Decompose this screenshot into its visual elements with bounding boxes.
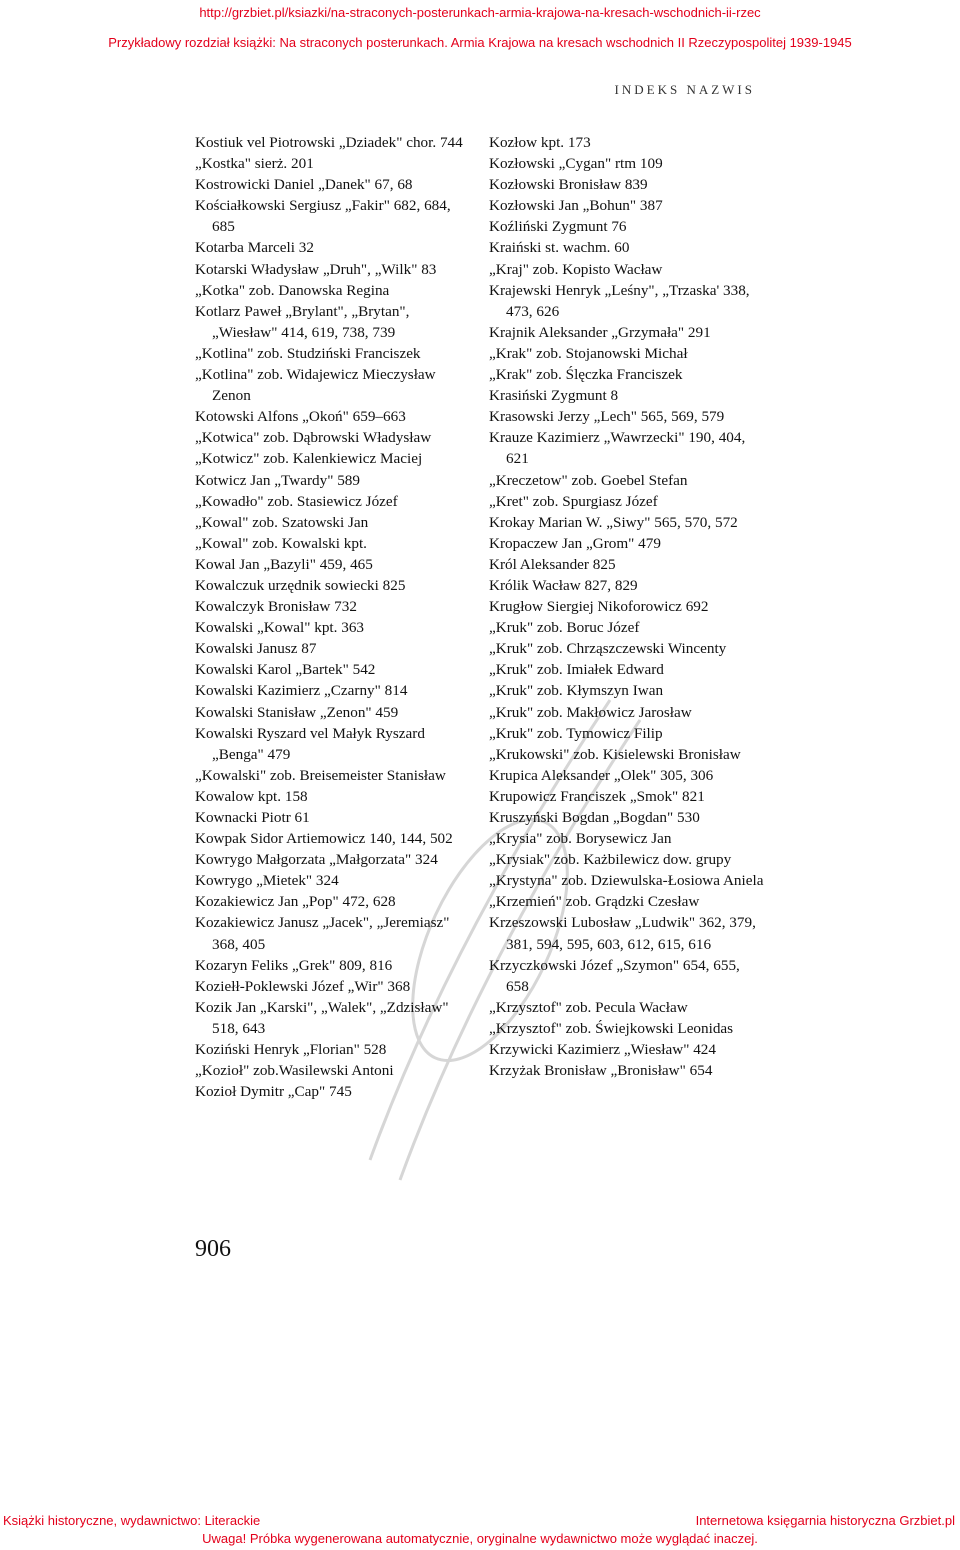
index-entry: Krugłow Siergiej Nikoforowicz 692 [489, 598, 709, 616]
index-entry: Kowalski Janusz 87 [195, 640, 317, 658]
index-entry: Koźliński Zygmunt 76 [489, 218, 627, 236]
footer-shop[interactable]: Internetowa księgarnia historyczna Grzbiet.pl [695, 1513, 955, 1528]
index-entry: „Krysiak" zob. Każbilewicz dow. grupy [489, 851, 732, 869]
index-entry: „Kowal" zob. Kowalski kpt. [195, 534, 367, 552]
index-entry: Kozłowski Bronisław 839 [489, 176, 648, 194]
footer-publisher[interactable]: Książki historyczne, wydawnictwo: Literackie [3, 1513, 261, 1528]
index-entry: Kowalski Ryszard vel Małyk Ryszard „Benga" 479 [195, 724, 425, 763]
index-entry: Kraiński st. wachm. 60 [489, 239, 630, 257]
index-entry: „Kruk" zob. Makłowicz Jarosław [489, 703, 692, 721]
index-entry: „Kowadło" zob. Stasiewicz Józef [195, 492, 398, 510]
index-entry: Krzyżak Bronisław „Bronisław" 654 [489, 1062, 713, 1080]
index-entry: Kowalczuk urzędnik sowiecki 825 [195, 576, 406, 594]
index-entry: Kowpak Sidor Artiemowicz 140, 144, 502 [195, 830, 453, 848]
footer-notice: Uwaga! Próbka wygenerowana automatycznie, oryginalne wydawnictwo może wyglądać inaczej. [202, 1531, 758, 1546]
index-entry: Krauze Kazimierz „Wawrzecki" 190, 404, 621 [489, 429, 746, 468]
index-entry: Kotarski Władysław „Druh", „Wilk" 83 [195, 260, 437, 278]
index-entry: Kowalow kpt. 158 [195, 787, 308, 805]
index-entry: „Kruk" zob. Chrząszczewski Wincenty [489, 640, 727, 658]
index-entry: Kostrowicki Daniel „Danek" 67, 68 [195, 176, 413, 194]
index-entry: „Kowal" zob. Szatowski Jan [195, 513, 369, 531]
index-entry: „Kowalski" zob. Breisemeister Stanisław [195, 766, 446, 784]
index-entry: „Krzysztof" zob. Świejkowski Leonidas [489, 1019, 734, 1037]
index-entry: „Krak" zob. Ślęczka Franciszek [489, 366, 683, 384]
index-entry: Kownacki Piotr 61 [195, 809, 310, 826]
index-entry: Kowal Jan „Bazyli" 459, 465 [195, 555, 373, 573]
index-entry: Koziełł-Poklewski Józef „Wir" 368 [195, 977, 411, 995]
index-entry: Kozakiewicz Jan „Pop" 472, 628 [195, 893, 396, 911]
index-entry: Kozakiewicz Janusz „Jacek", „Jeremiasz" 368, 405 [195, 914, 450, 953]
index-entry: Krasiński Zygmunt 8 [489, 387, 619, 405]
index-entry: „Kotwica" zob. Dąbrowski Władysław [195, 429, 432, 447]
index-entry: Krupica Aleksander „Olek" 305, 306 [489, 766, 714, 784]
index-entry: Kowalski Stanisław „Zenon" 459 [195, 703, 399, 721]
index-entry: Krasowski Jerzy „Lech" 565, 569, 579 [489, 408, 725, 426]
index-entry: Kowalski Kazimierz „Czarny" 814 [195, 682, 408, 700]
index-entry: Kozaryn Feliks „Grek" 809, 816 [195, 956, 393, 974]
index-entry: „Krystyna" zob. Dziewulska-Łosiowa Aniela [489, 872, 764, 890]
index-entry: Kozłowski „Cygan" rtm 109 [489, 155, 663, 173]
index-entry: Kropaczew Jan „Grom" 479 [489, 534, 661, 552]
index-entry: „Kraj" zob. Kopisto Wacław [489, 260, 663, 278]
index-entry: Kotarba Marceli 32 [195, 239, 314, 257]
index-entry: Krajnik Aleksander „Grzymała" 291 [489, 323, 711, 341]
index-entry: Krupowicz Franciszek „Smok" 821 [489, 787, 705, 805]
index-entry: „Kret" zob. Spurgiasz Józef [489, 492, 658, 510]
index-entry: „Kotlina" zob. Studziński Franciszek [195, 344, 421, 362]
index-entry: Kostiuk vel Piotrowski „Dziadek" chor. 744 [195, 134, 463, 151]
index-entry: „Krysia" zob. Borysewicz Jan [489, 830, 672, 848]
index-entry: Kowrygo Małgorzata „Małgorzata" 324 [195, 851, 438, 869]
index-entry: Krokay Marian W. „Siwy" 565, 570, 572 [489, 513, 738, 531]
index-entry: „Kruk" zob. Boruc Józef [489, 619, 640, 637]
index-entry: Kozłow kpt. 173 [489, 134, 591, 151]
index-entry: „Kotka" zob. Danowska Regina [195, 281, 390, 299]
index-entry: „Krukowski" zob. Kisielewski Bronisław [489, 745, 741, 763]
index-entry: Kowalczyk Bronisław 732 [195, 598, 357, 616]
index-column-right [489, 132, 764, 1081]
index-entry: „Kruk" zob. Tymowicz Filip [489, 724, 663, 742]
index-entry: Kozłowski Jan „Bohun" 387 [489, 197, 663, 215]
index-entry: Królik Wacław 827, 829 [489, 576, 638, 594]
index-entry: Kowalski Karol „Bartek" 542 [195, 661, 376, 679]
index-entry: „Krak" zob. Stojanowski Michał [489, 344, 688, 362]
index-entry: Kruszyński Bogdan „Bogdan" 530 [489, 809, 700, 826]
index-entry: Kozioł Dymitr „Cap" 745 [195, 1083, 352, 1101]
index-entry: „Kostka" sierż. 201 [195, 155, 314, 173]
index-entry: Koziński Henryk „Florian" 528 [195, 1041, 387, 1059]
header-url[interactable]: http://grzbiet.pl/ksiazki/na-straconych-posterunkach-armia-krajowa-na-kresach-wschodnich-ii-rzec [199, 5, 761, 20]
index-entry: Kotowski Alfons „Okoń" 659–663 [195, 408, 406, 426]
index-entry: „Krzemień" zob. Grądzki Czesław [489, 893, 700, 911]
index-entry: Kozik Jan „Karski", „Walek", „Zdzisław" 518, 643 [195, 998, 449, 1037]
index-entry: „Kruk" zob. Imiałek Edward [489, 661, 664, 679]
index-entry: Kotwicz Jan „Twardy" 589 [195, 471, 360, 489]
index-entry: „Kotwicz" zob. Kalenkiewicz Maciej [195, 450, 423, 468]
index-entry: Kotlarz Paweł „Brylant", „Brytan", „Wiesław" 414, 619, 738, 739 [195, 302, 410, 341]
index-entry: „Krzysztof" zob. Pecula Wacław [489, 998, 688, 1016]
running-head: INDEKS NAZWIS [614, 82, 755, 97]
index-entry: Krzeszowski Lubosław „Ludwik" 362, 379, 381, 594, 595, 603, 612, 615, 616 [489, 914, 756, 953]
index-entry: Krajewski Henryk „Leśny", „Trzaska' 338, 473, 626 [489, 281, 750, 320]
index-entry: Król Aleksander 825 [489, 555, 616, 573]
index-column-left [195, 132, 473, 1102]
index-entry: „Kozioł" zob.Wasilewski Antoni [195, 1062, 394, 1080]
index-entry: Kowalski „Kowal" kpt. 363 [195, 619, 365, 637]
index-entry: „Kreczetow" zob. Goebel Stefan [489, 471, 688, 489]
page-number: 906 [195, 1236, 231, 1262]
index-entry: Kościałkowski Sergiusz „Fakir" 682, 684, 685 [195, 197, 451, 236]
header-book-title: Przykładowy rozdział książki: Na straconych posterunkach. Armia Krajowa na kresach wschodnich II Rzeczypospolitej 1939-1945 [108, 35, 852, 50]
index-entry: „Kruk" zob. Kłymszyn Iwan [489, 682, 664, 700]
index-entry: „Kotlina" zob. Widajewicz Mieczysław Zenon [195, 366, 436, 405]
index-entry: Krzywicki Kazimierz „Wiesław" 424 [489, 1041, 716, 1059]
index-entry: Krzyczkowski Józef „Szymon" 654, 655, 658 [489, 956, 740, 995]
index-entry: Kowrygo „Mietek" 324 [195, 872, 339, 890]
